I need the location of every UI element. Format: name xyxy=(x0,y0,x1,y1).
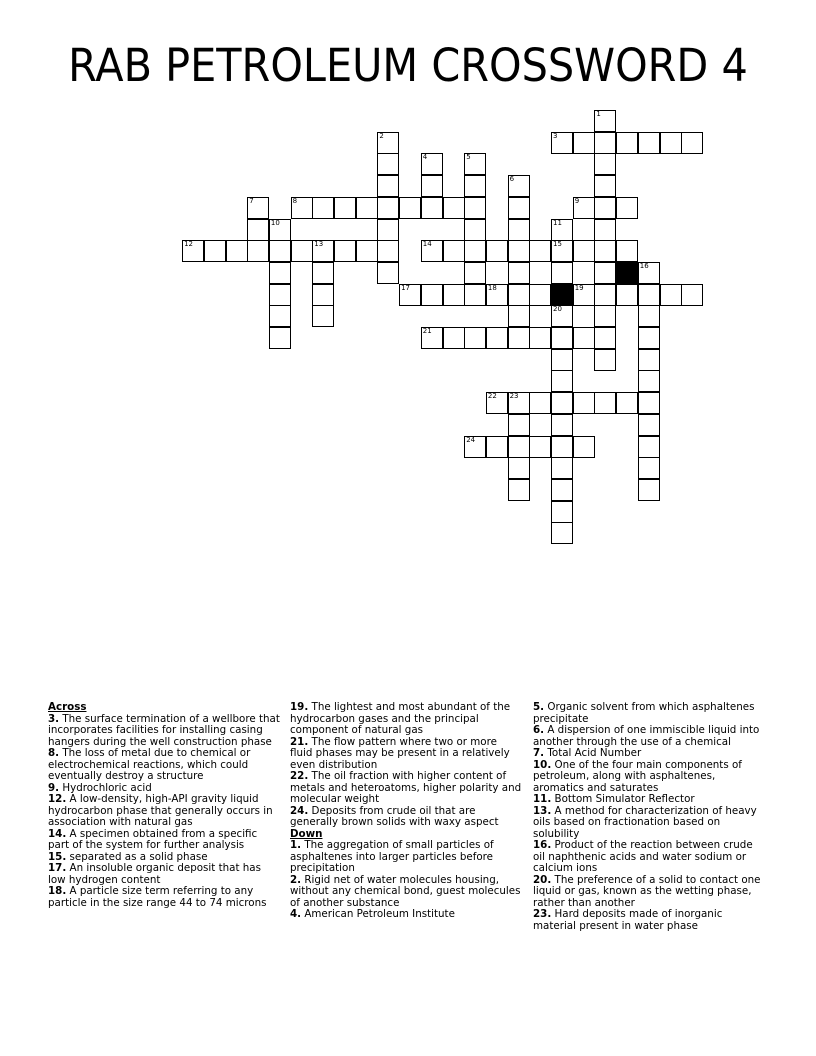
clue-number: 20 xyxy=(553,305,562,314)
grid-cell[interactable] xyxy=(421,175,443,197)
grid-cell[interactable] xyxy=(464,197,486,219)
clue-item-number: 18. xyxy=(48,885,67,897)
clue-item-number: 17. xyxy=(48,862,67,874)
clue-number: 6 xyxy=(509,175,515,184)
clue-number: 23 xyxy=(509,392,519,401)
grid-cell[interactable] xyxy=(486,240,508,262)
clue-item-text: The lightest and most abundant of the hydrocarbon gases and the principal component of natural gas xyxy=(290,701,511,736)
clue-item-number: 13. xyxy=(533,804,552,817)
clue-item-text: The aggregation of small particles of asphaltenes into larger particles before precipitation xyxy=(290,839,494,874)
grid-cell[interactable] xyxy=(594,240,616,262)
clue-item-number: 14. xyxy=(48,827,67,840)
clue-item-text: Rigid net of water molecules housing, without any chemical bond, guest molecules of another substance xyxy=(290,873,521,909)
clue-number: 19 xyxy=(574,283,584,292)
grid-cell[interactable] xyxy=(247,240,269,262)
grid-cell[interactable] xyxy=(551,132,573,154)
grid-cell[interactable] xyxy=(529,284,551,306)
grid-cell[interactable] xyxy=(269,284,291,306)
grid-cell[interactable] xyxy=(269,262,291,284)
grid-cell[interactable] xyxy=(443,327,465,349)
grid-cell[interactable] xyxy=(616,197,638,219)
grid-cell[interactable] xyxy=(464,327,486,349)
grid-cell[interactable] xyxy=(573,240,595,262)
grid-cell[interactable] xyxy=(638,457,660,479)
clue-item-text: A low-density, high-API gravity liquid hydrocarbon phase that generally occurs in association with natural gas xyxy=(48,793,273,828)
grid-cell[interactable] xyxy=(594,327,616,349)
grid-cell[interactable] xyxy=(486,284,508,306)
grid-cell[interactable] xyxy=(660,284,682,306)
grid-cell[interactable] xyxy=(594,305,616,327)
grid-cell[interactable] xyxy=(551,327,573,349)
clue-item-number: 4. xyxy=(290,908,302,920)
clue-item-text: separated as a solid phase xyxy=(66,850,208,863)
grid-cell[interactable] xyxy=(464,436,486,458)
clue-item xyxy=(290,737,522,772)
clue-item-text: The loss of metal due to chemical or electrochemical reactions, which could eventually destroy a structure xyxy=(48,747,251,782)
grid-cell[interactable] xyxy=(508,414,530,436)
clue-item-number: 3. xyxy=(48,712,60,725)
grid-cell[interactable] xyxy=(421,284,443,306)
grid-cell[interactable] xyxy=(291,240,313,262)
grid-cell[interactable] xyxy=(638,305,660,327)
clue-number: 9 xyxy=(574,196,580,205)
grid-cell[interactable] xyxy=(508,284,530,306)
grid-cell[interactable] xyxy=(594,392,616,414)
clue-item xyxy=(290,702,522,737)
grid-cell[interactable] xyxy=(638,370,660,392)
grid-cell[interactable] xyxy=(638,284,660,306)
clue-item-number: 11. xyxy=(533,793,552,805)
clue-item-number: 22. xyxy=(290,770,309,782)
grid-cell[interactable] xyxy=(638,327,660,349)
grid-cell[interactable] xyxy=(551,457,573,479)
clue-item-text: The oil fraction with higher content of metals and heteroatoms, higher polarity and molecular weight xyxy=(290,770,522,805)
grid-cell[interactable] xyxy=(247,219,269,241)
clue-item-text: Organic solvent from which asphaltenes precipitate xyxy=(533,701,755,725)
grid-cell[interactable] xyxy=(508,392,530,414)
clue-item-text: Total Acid Number xyxy=(544,747,642,759)
clue-item xyxy=(48,863,280,886)
clue-item-text: Product of the reaction between crude oil naphthenic acids and water sodium or calcium ions xyxy=(533,839,753,874)
grid-cell[interactable] xyxy=(638,392,660,414)
clue-item xyxy=(48,714,280,749)
grid-cell[interactable] xyxy=(638,349,660,371)
clue-item xyxy=(48,748,280,783)
grid-cell[interactable] xyxy=(399,197,421,219)
clue-item-text: A dispersion of one immiscible liquid into another through the use of a chemical xyxy=(533,724,760,748)
clue-item-number: 20. xyxy=(533,873,552,886)
grid-cell[interactable] xyxy=(508,479,530,501)
grid-cell[interactable] xyxy=(573,392,595,414)
grid-cell[interactable] xyxy=(334,197,356,219)
grid-cell[interactable] xyxy=(594,262,616,284)
clue-number: 2 xyxy=(379,131,384,140)
grid-cell[interactable] xyxy=(551,240,573,262)
grid-cell[interactable] xyxy=(594,349,616,371)
grid-cell[interactable] xyxy=(508,175,530,197)
grid-cell[interactable] xyxy=(443,240,465,262)
clue-item-number: 8. xyxy=(48,747,60,759)
grid-cell[interactable] xyxy=(312,197,334,219)
clue-item-text: The flow pattern where two or more fluid phases may be present in a relatively even distribution xyxy=(290,735,510,771)
clue-item-text: Hydrochloric acid xyxy=(59,781,152,794)
grid-cell[interactable] xyxy=(551,522,573,544)
grid-cell[interactable] xyxy=(681,284,703,306)
clue-number: 14 xyxy=(422,240,432,249)
grid-cell[interactable] xyxy=(551,436,573,458)
clue-item xyxy=(290,840,522,875)
grid-cell[interactable] xyxy=(508,305,530,327)
grid-cell[interactable] xyxy=(638,479,660,501)
grid-block-cell xyxy=(551,284,573,306)
grid-cell[interactable] xyxy=(377,197,399,219)
clues-column-1 xyxy=(48,702,280,909)
grid-cell[interactable] xyxy=(551,262,573,284)
clue-number: 16 xyxy=(639,261,649,270)
grid-cell[interactable] xyxy=(464,175,486,197)
grid-cell[interactable] xyxy=(312,305,334,327)
grid-cell[interactable] xyxy=(551,479,573,501)
grid-cell[interactable] xyxy=(551,414,573,436)
down-clue-list-continued xyxy=(533,702,765,932)
down-clue-list xyxy=(290,840,522,921)
clue-item xyxy=(290,771,522,806)
grid-cell[interactable] xyxy=(486,436,508,458)
grid-cell[interactable] xyxy=(573,327,595,349)
grid-cell[interactable] xyxy=(443,197,465,219)
grid-cell[interactable] xyxy=(269,327,291,349)
grid-cell[interactable] xyxy=(312,240,334,262)
grid-cell[interactable] xyxy=(594,110,616,132)
clue-number: 22 xyxy=(487,392,497,401)
clue-item-text: A specimen obtained from a specific part of the system for further analysis xyxy=(48,827,258,851)
grid-cell[interactable] xyxy=(334,240,356,262)
grid-cell[interactable] xyxy=(551,370,573,392)
grid-cell[interactable] xyxy=(573,284,595,306)
grid-cell[interactable] xyxy=(312,262,334,284)
grid-cell[interactable] xyxy=(529,436,551,458)
grid-cell[interactable] xyxy=(508,240,530,262)
grid-cell[interactable] xyxy=(551,392,573,414)
grid-cell[interactable] xyxy=(356,240,378,262)
clue-number: 15 xyxy=(553,240,562,249)
clue-item-number: 21. xyxy=(290,735,309,748)
grid-cell[interactable] xyxy=(638,262,660,284)
grid-cell[interactable] xyxy=(377,262,399,284)
clue-item-text: The surface termination of a wellbore that incorporates facilities for installing casing hangers during the well construction phase xyxy=(48,712,280,748)
clue-number: 1 xyxy=(596,110,601,118)
grid-cell[interactable] xyxy=(616,392,638,414)
clue-item-number: 19. xyxy=(290,701,309,713)
grid-cell[interactable] xyxy=(399,284,421,306)
grid-cell[interactable] xyxy=(182,240,204,262)
clue-item xyxy=(290,806,522,829)
grid-cell[interactable] xyxy=(377,175,399,197)
clue-number: 8 xyxy=(292,196,298,205)
grid-cell[interactable] xyxy=(508,457,530,479)
grid-block-cell xyxy=(616,262,638,284)
grid-cell[interactable] xyxy=(356,197,378,219)
clue-number: 3 xyxy=(553,131,558,140)
grid-cell[interactable] xyxy=(573,436,595,458)
grid-cell[interactable] xyxy=(464,153,486,175)
grid-cell[interactable] xyxy=(247,197,269,219)
grid-cell[interactable] xyxy=(464,262,486,284)
grid-cell[interactable] xyxy=(486,327,508,349)
clue-item-number: 7. xyxy=(533,747,545,759)
grid-cell[interactable] xyxy=(508,219,530,241)
grid-cell[interactable] xyxy=(594,197,616,219)
clues-column-2 xyxy=(290,702,522,921)
clue-number: 17 xyxy=(401,283,411,292)
grid-cell[interactable] xyxy=(486,392,508,414)
clue-item-number: 2. xyxy=(290,873,302,886)
clue-number: 21 xyxy=(422,327,432,335)
clue-item xyxy=(48,794,280,829)
grid-cell[interactable] xyxy=(443,284,465,306)
across-clue-list xyxy=(48,714,280,910)
grid-cell[interactable] xyxy=(638,436,660,458)
clue-item-text: One of the four main components of petroleum, along with asphaltenes, aromatics and saturates xyxy=(533,758,742,794)
grid-cell[interactable] xyxy=(616,284,638,306)
clue-item-text: Bottom Simulator Reflector xyxy=(551,793,695,805)
clue-item-number: 16. xyxy=(533,839,552,851)
grid-cell[interactable] xyxy=(464,284,486,306)
grid-cell[interactable] xyxy=(269,305,291,327)
grid-cell[interactable] xyxy=(377,132,399,154)
clue-item-number: 23. xyxy=(533,908,552,920)
grid-cell[interactable] xyxy=(204,240,226,262)
clue-item xyxy=(48,829,280,852)
grid-cell[interactable] xyxy=(594,175,616,197)
grid-cell[interactable] xyxy=(508,262,530,284)
clue-number: 18 xyxy=(487,283,497,292)
grid-cell[interactable] xyxy=(551,219,573,241)
grid-cell[interactable] xyxy=(551,349,573,371)
clue-item-number: 12. xyxy=(48,793,67,805)
grid-cell[interactable] xyxy=(660,132,682,154)
clue-item-text: A particle size term referring to any particle in the size range 44 to 74 microns xyxy=(48,885,267,909)
grid-cell[interactable] xyxy=(594,219,616,241)
clues-column-3 xyxy=(533,702,765,932)
grid-cell[interactable] xyxy=(594,132,616,154)
page-title: RAB PETROLEUM CROSSWORD 4 xyxy=(68,39,748,92)
grid-cell[interactable] xyxy=(377,153,399,175)
grid-cell[interactable] xyxy=(551,501,573,523)
grid-cell[interactable] xyxy=(638,414,660,436)
clue-item xyxy=(290,909,522,921)
clue-item xyxy=(533,875,765,910)
clue-item xyxy=(533,760,765,795)
grid-cell[interactable] xyxy=(421,197,443,219)
clue-number: 10 xyxy=(270,218,280,227)
grid-cell[interactable] xyxy=(681,132,703,154)
clue-item-number: 9. xyxy=(48,781,60,794)
clue-item xyxy=(533,806,765,841)
grid-cell[interactable] xyxy=(377,219,399,241)
clue-number: 13 xyxy=(314,240,324,249)
clue-number: 11 xyxy=(553,218,562,227)
grid-cell[interactable] xyxy=(508,197,530,219)
grid-cell[interactable] xyxy=(464,240,486,262)
clue-item-text: Hard deposits made of inorganic material present in water phase xyxy=(533,908,723,932)
clue-item-text: An insoluble organic deposit that has low hydrogen content xyxy=(48,862,261,886)
clue-item-number: 15. xyxy=(48,850,67,863)
grid-cell[interactable] xyxy=(508,327,530,349)
grid-cell[interactable] xyxy=(377,240,399,262)
grid-cell[interactable] xyxy=(421,327,443,349)
clue-item xyxy=(533,840,765,875)
grid-cell[interactable] xyxy=(551,305,573,327)
grid-cell[interactable] xyxy=(291,197,313,219)
clue-item-number: 6. xyxy=(533,724,545,736)
clue-item-number: 10. xyxy=(533,758,552,771)
grid-cell[interactable] xyxy=(529,392,551,414)
across-heading: Across xyxy=(48,701,87,713)
clue-item xyxy=(533,725,765,748)
clue-item-text: The preference of a solid to contact one liquid or gas, known as the wetting phase, rather than another xyxy=(533,873,761,909)
clue-item-text: A method for characterization of heavy oils based on fractionation based on solubility xyxy=(533,804,757,840)
clue-number: 4 xyxy=(422,153,428,162)
across-clue-list-continued xyxy=(290,702,522,829)
clue-item-text: Deposits from crude oil that are generally brown solids with waxy aspect xyxy=(290,804,499,828)
grid-cell[interactable] xyxy=(269,240,291,262)
grid-cell[interactable] xyxy=(226,240,248,262)
grid-cell[interactable] xyxy=(269,219,291,241)
grid-cell[interactable] xyxy=(616,240,638,262)
clue-item-text: American Petroleum Institute xyxy=(301,908,455,920)
grid-cell[interactable] xyxy=(638,132,660,154)
clue-number: 7 xyxy=(249,196,254,205)
grid-cell[interactable] xyxy=(594,153,616,175)
grid-cell[interactable] xyxy=(312,284,334,306)
clue-item xyxy=(290,875,522,910)
grid-cell[interactable] xyxy=(573,197,595,219)
clue-number: 12 xyxy=(184,240,194,249)
grid-cell[interactable] xyxy=(464,219,486,241)
grid-cell[interactable] xyxy=(594,284,616,306)
down-heading: Down xyxy=(290,827,323,840)
clue-item xyxy=(48,886,280,909)
grid-cell[interactable] xyxy=(508,436,530,458)
grid-cell[interactable] xyxy=(529,327,551,349)
grid-cell[interactable] xyxy=(421,153,443,175)
grid-cell[interactable] xyxy=(573,132,595,154)
clue-number: 5 xyxy=(466,153,471,162)
clue-item-number: 1. xyxy=(290,839,302,851)
grid-cell[interactable] xyxy=(616,132,638,154)
grid-cell[interactable] xyxy=(421,240,443,262)
clue-item-number: 5. xyxy=(533,701,545,713)
grid-cell[interactable] xyxy=(529,240,551,262)
clue-item-number: 24. xyxy=(290,804,309,817)
clue-item xyxy=(533,702,765,725)
clue-number: 24 xyxy=(466,435,476,444)
clue-item xyxy=(533,909,765,932)
